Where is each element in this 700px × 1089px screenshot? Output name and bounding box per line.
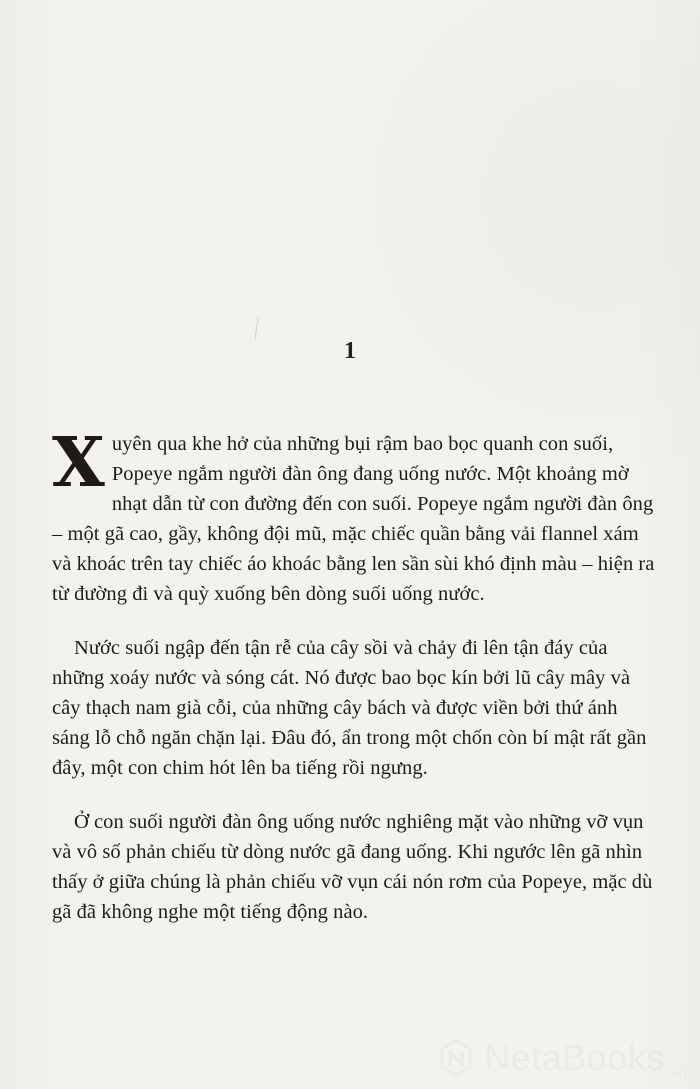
paragraph-2: Nước suối ngập đến tận rễ của cây sồi và chảy đi lên tận đáy của những xoáy nước và sóng cát. Nó được bao bọc kín bởi lũ cây mây và cây thạch nam già cỗi, của những cây bách và được viền bởi thứ ánh sáng lỗ chỗ ngăn chặn lại. Đâu đó, ẩn trong một chốn còn bí mật rất gần đây, một con chim hót lên ba tiếng rồi ngưng. <box>52 637 647 779</box>
watermark-suffix: .vn <box>666 1065 687 1081</box>
paragraph-1 <box>52 423 660 609</box>
watermark <box>436 1037 687 1079</box>
paragraph-3: Ở con suối người đàn ông uống nước nghiêng mặt vào những vỡ vụn và vô số phản chiếu từ dòng nước gã đang uống. Khi ngước lên gã nhìn thấy ở giữa chúng là phản chiếu vỡ vụn cái nón rơm của Popeye, mặc dù gã đã không nghe một tiếng động nào. <box>52 811 653 923</box>
watermark-brand: NetaBooks <box>484 1037 665 1078</box>
paragraph-1-text: uyên qua khe hở của những bụi rậm bao bọc quanh con suối, Popeye ngắm người đàn ông đang uống nước. Một khoảng mờ nhạt dẫn từ con đường đến con suối. Popeye ngắm người đàn ông – một gã cao, gầy, không đội mũ, mặc chiếc quần bằng vải flannel xám và khoác trên tay chiếc áo khoác bằng len sần sùi khó định màu – hiện ra từ đường đi và quỳ xuống bên dòng suối uống nước. <box>52 433 655 605</box>
chapter-number: 1 <box>344 338 356 364</box>
netabooks-logo-icon <box>436 1038 476 1078</box>
chapter-body <box>52 423 660 951</box>
watermark-text <box>484 1037 687 1079</box>
drop-cap: X <box>52 423 105 503</box>
